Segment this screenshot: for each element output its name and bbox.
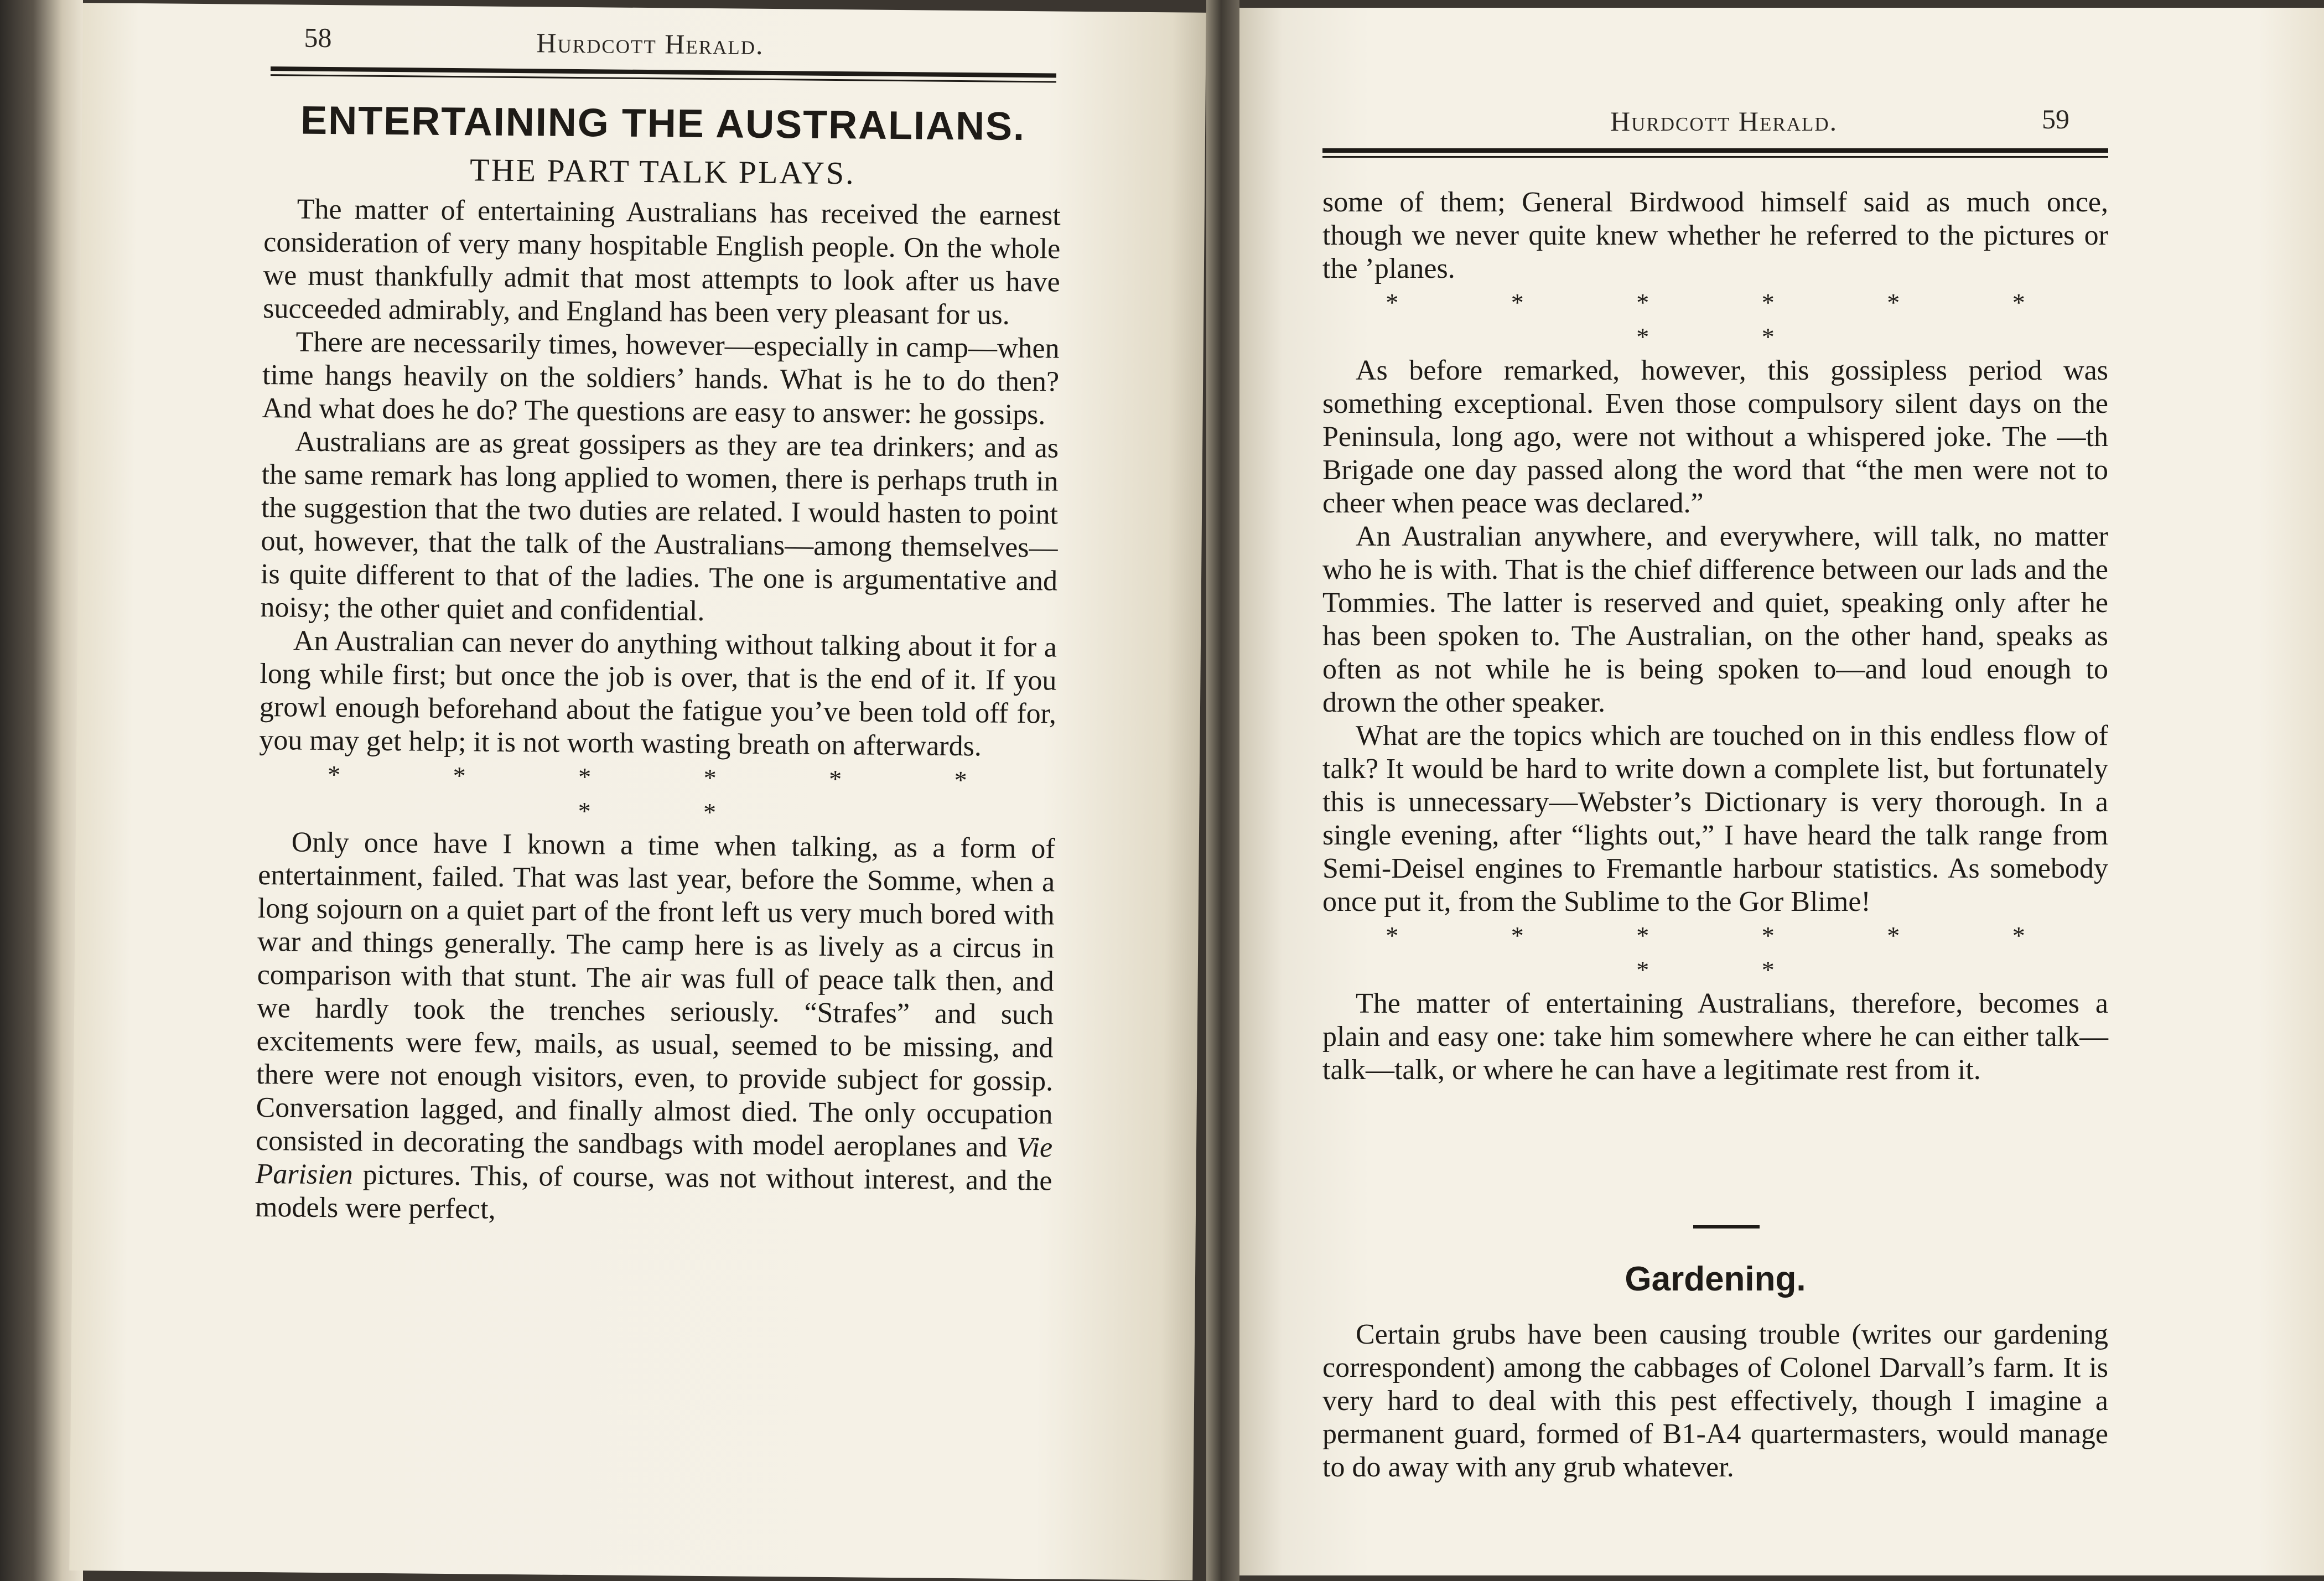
left-header-rule: [271, 66, 1056, 82]
left-column: [255, 193, 1061, 1231]
paragraph: Certain grubs have been causing trouble (writes our gardening correspondent) among the cabbages of Colonel Darvall’s farm. It is very hard to deal with this pest effectively, though I imagine a permanent guard, formed of B1-A4 quartermasters, would manage to do away with any grub whatever.: [1322, 1319, 2108, 1483]
article-title: ENTERTAINING THE AUSTRALIANS.: [300, 98, 1026, 149]
section-break-stars: * * * * * * * *: [327, 760, 1020, 827]
paragraph: some of them; General Birdwood himself said as much once, though we never quite knew whether he referred to the pictures or the ’planes.: [1322, 186, 2108, 284]
book-gutter: [1206, 0, 1239, 1581]
section-title: Gardening.: [1625, 1260, 1806, 1298]
article-subtitle: THE PART TALK PLAYS.: [469, 152, 855, 191]
paragraph: An Australian anywhere, and everywhere, will talk, no matter who he is with. That is the chief difference between our lads and the Tommies. The latter is reserved and quiet, speaking only after he has been spoken to. The Australian, on the other hand, speaks as often as not while he is being spoken to—and loud enough to drown the other speaker.: [1322, 521, 2108, 718]
left-page-number: 58: [304, 22, 332, 54]
paragraph: What are the topics which are touched on in this endless flow of talk? It would be hard to write down a complete list, but fortunately this is unnecessary—Webster’s Dictionary is very thorough. In a single evening, after “lights out,” I have heard the talk range from Semi-Deisel engines to Fremantle harbour statistics. As somebody once put it, from the Sublime to the Gor Blime!: [1322, 720, 2108, 918]
section-divider: [1693, 1225, 1760, 1228]
right-header-rule: [1322, 148, 2108, 158]
paragraph: [255, 826, 1055, 1231]
right-page-number: 59: [2042, 103, 2069, 134]
section-break-stars: * * * * * * * *: [1386, 288, 2078, 351]
left-page: [69, 3, 1206, 1580]
book-cover-edge: [0, 0, 83, 1581]
right-page: [1239, 8, 2324, 1575]
paragraph: As before remarked, however, this gossipless period was something exceptional. Even those compulsory silent days on the Peninsula, long ago, were not without a whispered joke. The —th Brigade one day passed along the word that “the men were not to cheer when peace was declared.”: [1322, 355, 2108, 519]
paragraph: The matter of entertaining Australians has received the earnest consideration of very many hospitable English people. On the whole we must thankfully admit that most attempts to look after us have succeeded admirably, and England has been very pleasant for us.: [262, 193, 1061, 331]
paragraph: The matter of entertaining Australians, therefore, becomes a plain and easy one: take him somewhere where he can either talk—talk—talk, or where he can have a legitimate rest from it.: [1322, 988, 2108, 1086]
paragraph-text: Only once have I known a time when talking, as a form of entertainment, failed. That was last year, before the Somme, when a long sojourn on a quiet part of the front left us very much bored with war and things generally. The camp here is as lively as a circus in comparison with that stunt. The air was full of peace talk then, and we hardly took the trenches seriously. “Strafes” and such excitements were few, mails, as usual, seemed to be missing, and there were not enough visitors, even, to provide subject for gossip. Conversation lagged, and finally almost died. The only occupation consisted in decorating the sandbags with model aeroplanes and: [255, 826, 1056, 1163]
left-running-head: Hurdcott Herald.: [536, 27, 764, 60]
right-column: [1322, 186, 2108, 1087]
italic-title: Vie Parisien: [255, 1131, 1053, 1191]
paragraph: Australians are as great gossipers as they are tea drinkers; and as the same remark has long applied to women, there is perhaps truth in the suggestion that the two duties are related. I would hasten to point out, however, that the talk of the Australians—among themselves—is quite different to that of the ladies. The one is argumentative and noisy; the other quiet and confidential.: [260, 426, 1059, 627]
section-break-stars: * * * * * * * *: [1386, 921, 2078, 984]
gardening-column: [1322, 1318, 2108, 1484]
right-running-head: Hurdcott Herald.: [1610, 106, 1838, 137]
paragraph: There are necessarily times, however—especially in camp—when time hangs heavily on the soldiers’ hands. What is he to do then? And what does he do? The questions are easy to answer: he gossips.: [262, 326, 1060, 431]
paragraph-text: pictures. This, of course, was not without interest, and the models were perfect,: [255, 1159, 1052, 1225]
paragraph: An Australian can never do anything without talking about it for a long while first; but once the job is over, that is the end of it. If you growl enough beforehand about the fatigue you’ve been told off for, you may get help; it is not worth wasting breath on afterwards.: [259, 625, 1057, 763]
